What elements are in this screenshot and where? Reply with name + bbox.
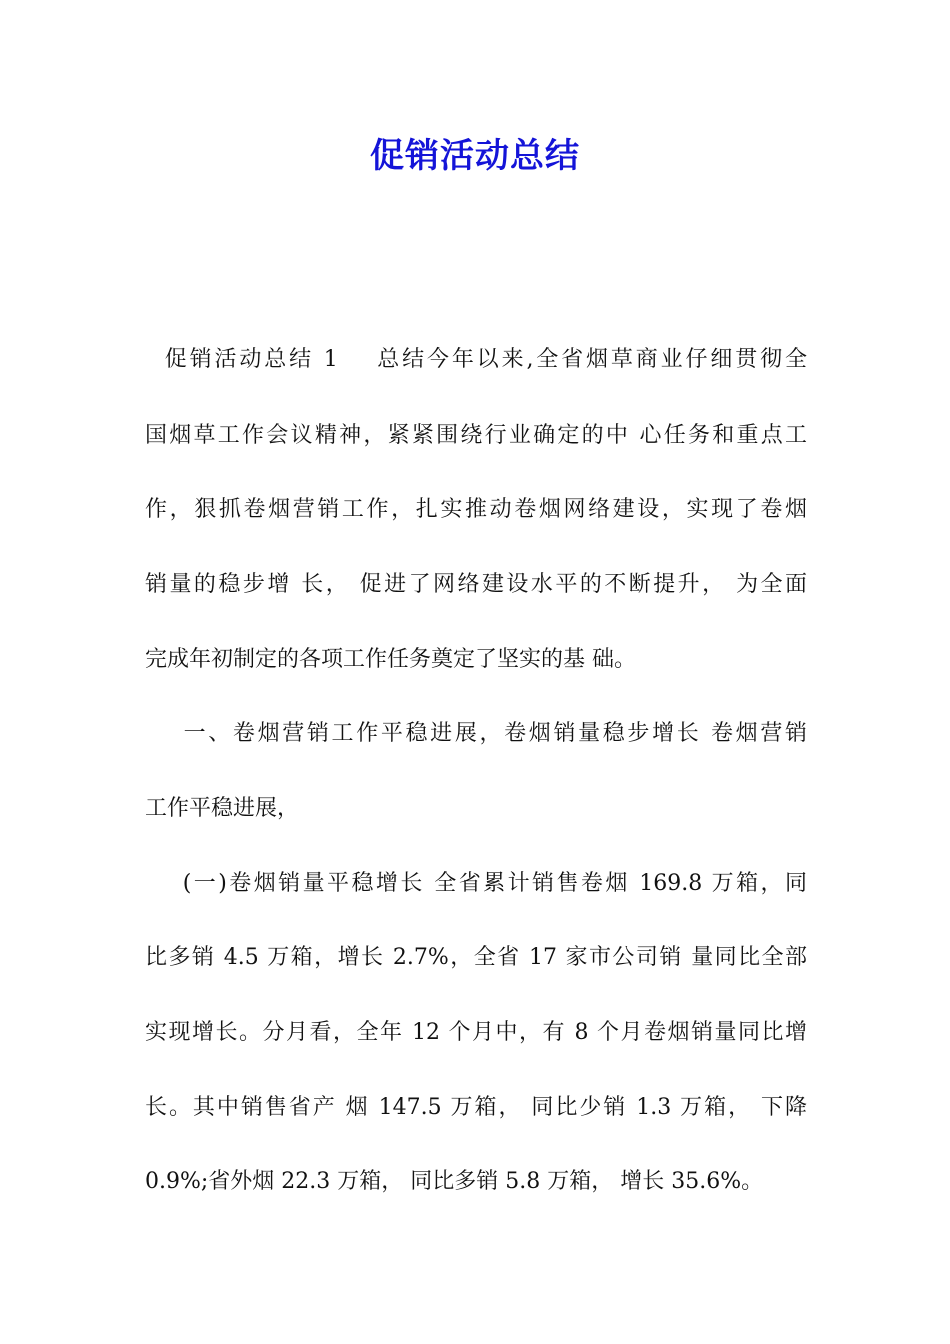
body-line-6: 一、卷烟营销工作平稳进展，卷烟销量稳步增长 卷烟营销 bbox=[145, 721, 807, 746]
body-line-1: 促销活动总结 1 总结今年以来,全省烟草商业仔细贯彻全 bbox=[145, 347, 807, 372]
body-line-8: (一)卷烟销量平稳增长 全省累计销售卷烟 169.8 万箱，同 bbox=[145, 871, 807, 896]
body-line-11: 长。其中销售省产 烟 147.5 万箱， 同比少销 1.3 万箱， 下降 bbox=[145, 1095, 807, 1120]
body-line-9: 比多销 4.5 万箱，增长 2.7%，全省 17 家市公司销 量同比全部 bbox=[145, 945, 807, 970]
document-title: 促销活动总结 bbox=[370, 136, 580, 176]
body-line-10: 实现增长。分月看，全年 12 个月中，有 8 个月卷烟销量同比增 bbox=[145, 1020, 807, 1045]
body-line-4: 销量的稳步增 长， 促进了网络建设水平的不断提升， 为全面 bbox=[145, 572, 807, 597]
body-line-7: 工作平稳进展， bbox=[145, 796, 300, 821]
body-line-5: 完成年初制定的各项工作任务奠定了坚实的基 础。 bbox=[145, 647, 636, 672]
body-line-3: 作，狠抓卷烟营销工作，扎实推动卷烟网络建设，实现了卷烟 bbox=[145, 497, 807, 522]
body-line-12: 0.9%;省外烟 22.3 万箱， 同比多销 5.8 万箱， 增长 35.6%。 bbox=[145, 1169, 764, 1194]
body-line-2: 国烟草工作会议精神，紧紧围绕行业确定的中 心任务和重点工 bbox=[145, 423, 807, 448]
